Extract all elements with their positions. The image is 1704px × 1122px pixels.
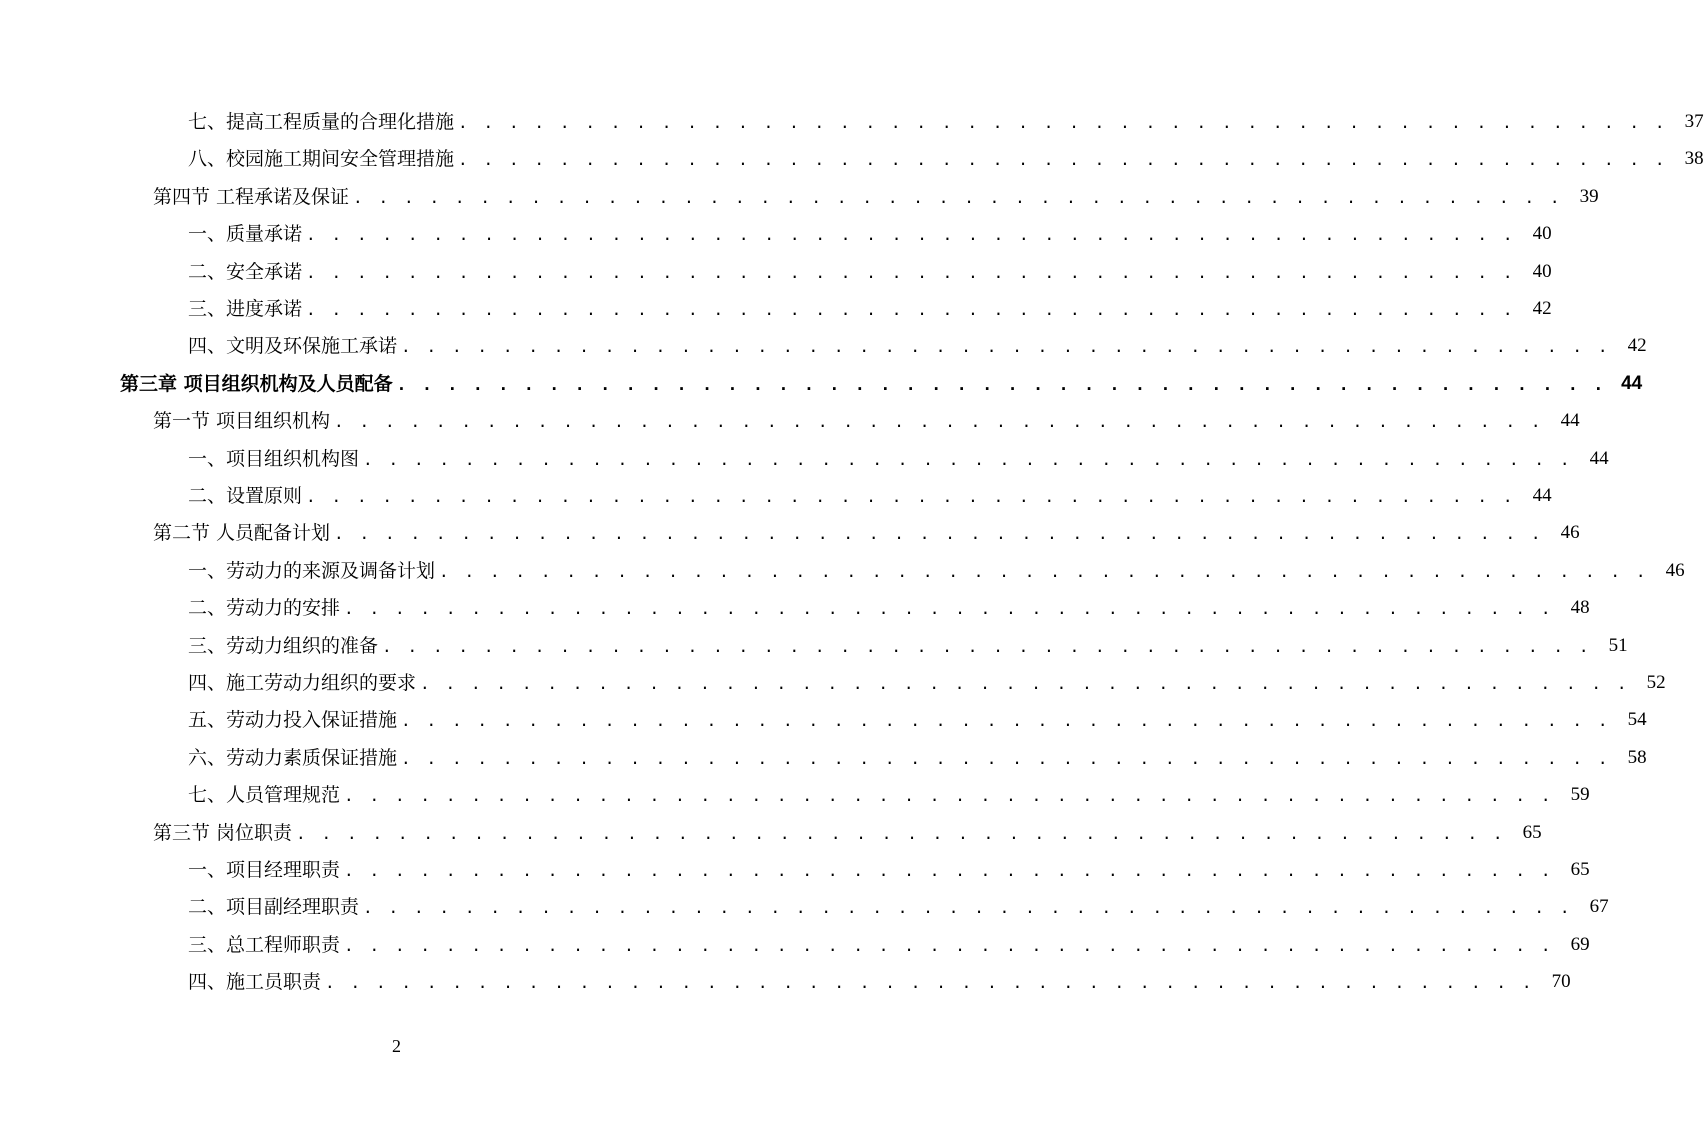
toc-entry-page: 65	[1522, 821, 1542, 843]
toc-entry-page: 67	[1589, 896, 1609, 918]
toc-dot-leader: . . . . . . . . . . . . . . . . . . . . . . . . . . . . . . . . . . . . . . . . . . . . . . . .	[306, 487, 1516, 506]
toc-dot-leader: . . . . . . . . . . . . . . . . . . . . . . . . . . . . . . . . . . . . . . . . . . . . . . . .	[344, 786, 1554, 806]
toc-entry-page: 37	[1684, 111, 1704, 132]
toc-entry-title: 第四节 工程承诺及保证	[153, 185, 350, 208]
toc-entry-page: 44	[1621, 372, 1643, 394]
toc-item-entry[interactable]	[188, 589, 1590, 620]
toc-dot-leader: . . . . . . . . . . . . . . . . . . . . . . . . . . . . . . . . . . . . . . . . . . . . . . . .	[344, 861, 1554, 880]
toc-entry-title: 八、校园施工期间安全管理措施	[188, 148, 455, 171]
toc-entry-page: 40	[1532, 260, 1552, 282]
toc-item-entry[interactable]	[188, 440, 1609, 470]
toc-entry-title: 二、安全承诺	[188, 260, 303, 283]
toc-entry-page: 40	[1532, 223, 1552, 245]
toc-dot-leader: . . . . . . . . . . . . . . . . . . . . . . . . . . . . . . . . . . . . . . . . . . . . . . . .	[344, 935, 1554, 955]
toc-dot-leader: . . . . . . . . . . . . . . . . . . . . . . . . . . . . . . . . . . . . . . . . . . . . . . . .	[325, 973, 1535, 993]
toc-item-entry[interactable]	[188, 290, 1552, 320]
toc-section-entry[interactable]	[153, 514, 1580, 545]
toc-dot-leader: . . . . . . . . . . . . . . . . . . . . . . . . . . . . . . . . . . . . . . . . . . . . . . . .	[344, 599, 1554, 619]
toc-entry-page: 52	[1646, 672, 1666, 693]
toc-dot-leader: . . . . . . . . . . . . . . . . . . . . . . . . . . . . . . . . . . . . . . . . . . . . . . . .	[306, 300, 1516, 319]
toc-entry-page: 59	[1570, 784, 1590, 806]
toc-dot-leader: . . . . . . . . . . . . . . . . . . . . . . . . . . . . . . . . . . . . . . . . . . . . . . . .	[306, 262, 1516, 282]
toc-entry-title: 一、劳动力的来源及调备计划	[188, 559, 436, 582]
page-number: 2	[392, 1036, 401, 1056]
toc-entry-title: 第一节 项目组织机构	[153, 410, 331, 433]
toc-item-entry[interactable]	[188, 552, 1685, 582]
toc-entry-page: 58	[1627, 746, 1647, 768]
toc-entry-title: 四、施工员职责	[188, 971, 322, 994]
toc-item-entry[interactable]	[188, 253, 1552, 283]
toc-entry-page: 38	[1684, 148, 1704, 170]
toc-entry-page: 70	[1551, 971, 1571, 993]
toc-entry-title: 七、提高工程质量的合理化措施	[188, 111, 455, 133]
toc-dot-leader: . . . . . . . . . . . . . . . . . . . . . . . . . . . . . . . . . . . . . . . . . . . . . . . .	[458, 113, 1668, 132]
toc-dot-leader: . . . . . . . . . . . . . . . . . . . . . . . . . . . . . . . . . . . . . . . . . . . . . . . .	[363, 449, 1573, 469]
toc-entry-page: 42	[1627, 335, 1647, 357]
toc-entry-title: 三、进度承诺	[188, 298, 303, 320]
toc-dot-leader: . . . . . . . . . . . . . . . . . . . . . . . . . . . . . . . . . . . . . . . . . . . . . . . .	[458, 150, 1668, 170]
toc-dot-leader: . . . . . . . . . . . . . . . . . . . . . . . . . . . . . . . . . . . . . . . . . . . . . . . .	[382, 636, 1592, 656]
toc-dot-leader: . . . . . . . . . . . . . . . . . . . . . . . . . . . . . . . . . . . . . . . . . . . . . . . .	[401, 711, 1611, 731]
toc-item-entry[interactable]	[188, 851, 1590, 881]
toc-dot-leader: . . . . . . . . . . . . . . . . . . . . . . . . . . . . . . . . . . . . . . . . . . . . . . . .	[334, 524, 1544, 544]
toc-entry-title: 二、设置原则	[188, 485, 303, 507]
toc-dot-leader: . . . . . . . . . . . . . . . . . . . . . . . . . . . . . . . . . . . . . . . . . . . . . . . .	[363, 898, 1573, 918]
toc-entry-title: 二、劳动力的安排	[188, 597, 341, 620]
toc-section-entry[interactable]	[153, 178, 1599, 208]
toc-item-entry[interactable]	[188, 888, 1609, 919]
toc-entry-title: 一、项目组织机构图	[188, 447, 360, 470]
toc-item-entry[interactable]	[188, 701, 1647, 732]
toc-entry-page: 51	[1608, 634, 1628, 656]
toc-item-entry[interactable]	[188, 926, 1590, 956]
toc-item-entry[interactable]	[188, 103, 1704, 133]
toc-item-entry[interactable]	[188, 327, 1647, 358]
toc-dot-leader: . . . . . . . . . . . . . . . . . . . . . . . . . . . . . . . . . . . . . . . . . . . . . . . .	[439, 561, 1649, 581]
toc-item-entry[interactable]	[188, 215, 1552, 246]
toc-entry-title: 二、项目副经理职责	[188, 896, 360, 919]
toc-dot-leader: . . . . . . . . . . . . . . . . . . . . . . . . . . . . . . . . . . . . . . . . . . . . . . . .	[334, 412, 1544, 432]
toc-entry-title: 一、质量承诺	[188, 223, 303, 246]
toc-entry-page: 46	[1665, 559, 1685, 581]
toc-entry-title: 第三章 项目组织机构及人员配备	[120, 372, 393, 395]
toc-dot-leader: . . . . . . . . . . . . . . . . . . . . . . . . . . . . . . . . . . . . . . . . . . . . . . . .	[401, 748, 1611, 768]
toc-entry-page: 42	[1532, 298, 1552, 319]
toc-entry-page: 44	[1560, 410, 1580, 432]
toc-dot-leader: . . . . . . . . . . . . . . . . . . . . . . . . . . . . . . . . . . . . . . . . . . . . . . . .	[353, 187, 1563, 207]
toc-item-entry[interactable]	[188, 140, 1704, 171]
toc-entry-page: 48	[1570, 597, 1590, 619]
toc-entry-page: 46	[1560, 522, 1580, 544]
toc-entry-title: 六、劳动力素质保证措施	[188, 746, 398, 769]
toc-item-entry[interactable]	[188, 739, 1647, 769]
toc-entry-title: 四、施工劳动力组织的要求	[188, 672, 417, 694]
toc-dot-leader: . . . . . . . . . . . . . . . . . . . . . . . . . . . . . . . . . . . . . . . . . . . . . . . .	[420, 674, 1630, 693]
toc-item-entry[interactable]	[188, 477, 1552, 507]
toc-entry-title: 五、劳动力投入保证措施	[188, 709, 398, 732]
toc-entry-title: 七、人员管理规范	[188, 784, 341, 807]
toc-dot-leader: . . . . . . . . . . . . . . . . . . . . . . . . . . . . . . . . . . . . . . . . . . . . . . . .	[396, 374, 1607, 394]
toc-entry-page: 69	[1570, 933, 1590, 955]
toc-section-entry[interactable]	[153, 814, 1542, 844]
toc-entry-title: 第二节 人员配备计划	[153, 522, 331, 545]
toc-item-entry[interactable]	[188, 963, 1571, 994]
toc-dot-leader: . . . . . . . . . . . . . . . . . . . . . . . . . . . . . . . . . . . . . . . . . . . . . . . .	[401, 337, 1611, 357]
toc-item-entry[interactable]	[188, 627, 1628, 657]
toc-item-entry[interactable]	[188, 664, 1666, 694]
toc-entry-title: 三、总工程师职责	[188, 933, 341, 956]
toc-entry-page: 54	[1627, 709, 1647, 731]
toc-item-entry[interactable]	[188, 776, 1590, 807]
toc-entry-page: 39	[1579, 185, 1599, 207]
toc-entry-title: 一、项目经理职责	[188, 859, 341, 881]
toc-dot-leader: . . . . . . . . . . . . . . . . . . . . . . . . . . . . . . . . . . . . . . . . . . . . . . . .	[306, 225, 1516, 245]
toc-entry-title: 三、劳动力组织的准备	[188, 634, 379, 657]
toc-section-entry[interactable]	[153, 402, 1580, 433]
toc-dot-leader: . . . . . . . . . . . . . . . . . . . . . . . . . . . . . . . . . . . . . . . . . . . . . . . .	[296, 823, 1506, 843]
toc-entry-title: 第三节 岗位职责	[153, 821, 293, 844]
toc-entry-page: 65	[1570, 859, 1590, 880]
toc-entry-title: 四、文明及环保施工承诺	[188, 335, 398, 358]
toc-entry-page: 44	[1589, 447, 1609, 469]
toc-entry-page: 44	[1532, 485, 1552, 506]
toc-chapter-entry[interactable]	[120, 365, 1643, 395]
